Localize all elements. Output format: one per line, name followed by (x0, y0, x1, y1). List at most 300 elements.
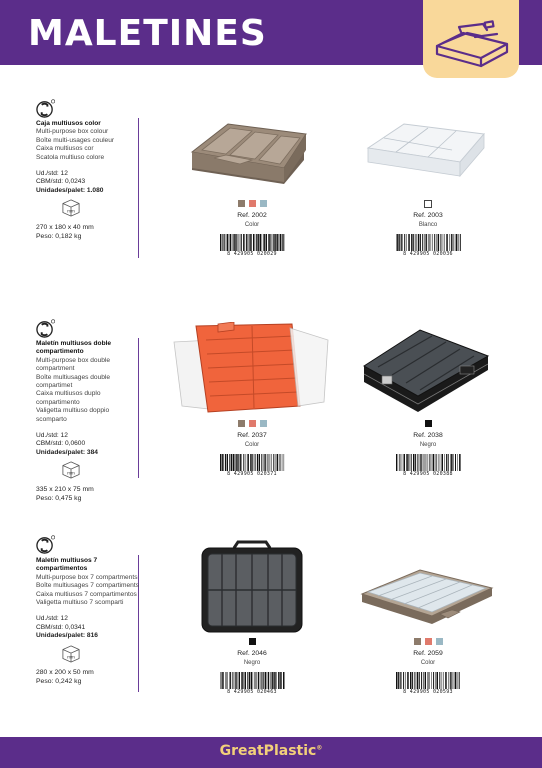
barcode-bar (425, 454, 426, 471)
barcode-bar (421, 672, 422, 689)
barcode-bar (444, 454, 445, 471)
barcode-bar (407, 234, 408, 251)
product-image (172, 112, 332, 192)
toolbox-icon (423, 0, 519, 78)
barcode-bar (255, 454, 256, 471)
barcode-bar (234, 234, 236, 251)
barcode-bar (401, 234, 402, 251)
product-info (36, 340, 141, 503)
barcode-bar (273, 454, 274, 471)
barcode-bar (455, 454, 456, 471)
product-title: Caja multiusos color (36, 120, 101, 127)
swatch-taupe (238, 200, 245, 207)
barcode-bar (416, 234, 417, 251)
barcode-bar (265, 672, 267, 689)
translation-it: Valigetta multiuso doppio scomparto (36, 407, 110, 423)
barcode-bar (264, 454, 265, 471)
barcode-bar (249, 672, 251, 689)
barcode-bar (405, 672, 406, 689)
barcode-bar (227, 454, 228, 471)
barcode-bar (241, 234, 242, 251)
color-swatches (348, 420, 508, 427)
translation-pt: Caixa multiusos 7 compartimentos (36, 590, 137, 598)
barcode-bar (428, 454, 429, 471)
product-ref: Ref. 2003 (413, 212, 443, 219)
barcode-bar (243, 672, 244, 689)
product-color-label: Negro (419, 442, 437, 448)
barcode-bar (439, 672, 440, 689)
category-badge (423, 0, 519, 78)
product-ref: Ref. 2037 (237, 432, 267, 439)
barcode-bar (417, 454, 418, 471)
barcode-bar (457, 672, 458, 689)
barcode-bar (272, 672, 274, 689)
product-card-2046 (172, 540, 332, 702)
cbm-per-standard: CBM/std: 0,0600 (36, 440, 86, 448)
product-image (348, 322, 508, 418)
product-ref: Ref. 2059 (413, 650, 443, 657)
barcode-bar (230, 672, 231, 689)
translation-it: Scatola multiuso colore (36, 153, 105, 161)
page-title: MALETINES (28, 13, 267, 54)
swatch-blue (260, 200, 267, 207)
barcode-bar (432, 454, 433, 471)
barcode-bar (246, 454, 247, 471)
barcode-bar (253, 234, 255, 251)
barcode (219, 234, 285, 251)
product-image (348, 112, 508, 192)
barcode-bar (428, 672, 429, 689)
barcode-bar (396, 454, 397, 471)
barcode-bar (440, 234, 441, 251)
barcode-bar (445, 234, 446, 251)
barcode-bar (440, 454, 441, 471)
barcode-bar (450, 454, 451, 471)
barcode-bar (230, 234, 232, 251)
barcode-bar (254, 672, 255, 689)
barcode-bar (235, 672, 236, 689)
cbm-per-standard: CBM/std: 0,0341 (36, 623, 86, 631)
barcode-bar (269, 454, 270, 471)
barcode-bar (456, 234, 458, 251)
barcode-bar (401, 672, 402, 689)
barcode-bar (266, 234, 268, 251)
barcode-bar (256, 234, 257, 251)
barcode-bar (225, 454, 227, 471)
units-per-standard: Ud./std: 12 (36, 170, 68, 178)
barcode-bar (448, 454, 449, 471)
barcode-bar (274, 672, 276, 689)
product-image (172, 540, 332, 636)
units-per-pallet: Unidades/palet: 1.080 (36, 186, 104, 194)
barcode-bar (407, 672, 409, 689)
barcode-bar (220, 672, 221, 689)
barcode-bar (276, 234, 278, 251)
barcode-bar (420, 234, 421, 251)
barcode-bar (397, 234, 399, 251)
barcode-bar (257, 454, 259, 471)
barcode (219, 672, 285, 689)
barcode-bar (283, 234, 284, 251)
barcode-bar (250, 454, 252, 471)
product-ref: Ref. 2046 (237, 650, 267, 657)
product-color-label: Blanco (418, 222, 438, 228)
barcode-bar (424, 454, 425, 471)
barcode-bar (245, 672, 247, 689)
barcode-bar (445, 672, 447, 689)
green-dot-recycle-icon (36, 535, 55, 554)
barcode-bar (398, 672, 399, 689)
weight: Peso: 0,475 kg (36, 494, 82, 502)
barcode-bar (242, 454, 243, 471)
swatch-coral (425, 638, 432, 645)
barcode-bar (268, 234, 270, 251)
barcode-bar (442, 454, 444, 471)
product-title: Maletín multiusos 7 compartimentos (36, 557, 98, 573)
barcode-bar (261, 454, 262, 471)
barcode-bar (425, 234, 426, 251)
barcode-bar (438, 234, 440, 251)
barcode-number: 8 429905 020029 (227, 251, 277, 257)
barcode-bar (282, 454, 283, 471)
dimensions-cube-icon (62, 461, 80, 479)
barcode-bar (430, 672, 431, 689)
product-info (36, 557, 141, 686)
translation-en: Multi-purpose box 7 compartments (36, 573, 138, 581)
dimensions: 335 x 210 x 75 mm (36, 485, 94, 493)
barcode-number: 8 429905 020593 (403, 689, 453, 695)
barcode-bar (453, 234, 454, 251)
barcode-bar (420, 454, 421, 471)
barcode-bar (415, 454, 416, 471)
barcode-bar (248, 234, 249, 251)
swatch-coral (249, 200, 256, 207)
product-title: Maletín multiusos doble compartimento (36, 340, 112, 356)
barcode-bar (459, 672, 460, 689)
barcode-bar (434, 234, 435, 251)
barcode-bar (226, 672, 227, 689)
swatch-black (425, 420, 432, 427)
barcode-bar (271, 672, 272, 689)
barcode-bar (258, 672, 260, 689)
barcode (395, 454, 461, 471)
barcode-bar (449, 234, 450, 251)
color-swatches (172, 638, 332, 645)
green-dot-recycle-icon (36, 99, 55, 118)
swatch-black (249, 638, 256, 645)
barcode-bar (426, 234, 427, 251)
swatch-coral (249, 420, 256, 427)
barcode-bar (243, 234, 245, 251)
barcode (219, 454, 285, 471)
barcode-bar (442, 672, 443, 689)
swatch-blue (260, 420, 267, 427)
barcode-bar (437, 234, 438, 251)
barcode-bar (265, 454, 266, 471)
barcode-bar (256, 672, 257, 689)
barcode-bar (250, 234, 252, 251)
translation-fr: Boîte multiusages double compartimet (36, 373, 111, 390)
product-color-label: Color (244, 442, 260, 448)
barcode-bar (400, 672, 401, 689)
barcode-bar (448, 672, 449, 689)
weight: Peso: 0,182 kg (36, 232, 82, 240)
barcode-bar (284, 454, 285, 471)
barcode-bar (396, 234, 397, 251)
barcode-bar (412, 672, 413, 689)
barcode-number: 8 429905 020463 (227, 689, 277, 695)
barcode-bar (259, 454, 260, 471)
barcode-bar (280, 672, 282, 689)
barcode-bar (238, 454, 239, 471)
translation-fr: Boîte multi-usages couleur (36, 136, 115, 144)
barcode-bar (396, 672, 398, 689)
barcode-bar (224, 234, 225, 251)
units-per-pallet: Unidades/palet: 384 (36, 448, 98, 456)
swatch-taupe (414, 638, 421, 645)
barcode-bar (220, 454, 222, 471)
barcode-bar (450, 672, 451, 689)
barcode-bar (406, 454, 408, 471)
product-color-label: Negro (243, 660, 261, 666)
barcode-bar (432, 234, 433, 251)
barcode-bar (227, 672, 228, 689)
barcode-bar (229, 454, 230, 471)
barcode-bar (443, 234, 444, 251)
barcode-bar (413, 234, 414, 251)
product-card-2059 (348, 540, 508, 702)
barcode-bar (260, 234, 262, 251)
barcode-bar (231, 454, 233, 471)
product-card-2003 (348, 112, 508, 262)
product-card-2002 (172, 112, 332, 262)
brand-logo (0, 743, 542, 759)
barcode-bar (404, 234, 405, 251)
barcode-bar (222, 454, 224, 471)
barcode-bar (253, 672, 254, 689)
barcode-bar (438, 454, 439, 471)
color-swatches (172, 200, 332, 207)
translation-fr: Boîte multiusages 7 compartiments (36, 582, 139, 590)
barcode-bar (270, 454, 271, 471)
barcode-bar (451, 454, 453, 471)
color-swatches (348, 200, 508, 208)
barcode-bar (443, 672, 444, 689)
barcode-bar (458, 234, 459, 251)
swatch-white (424, 200, 432, 208)
barcode-bar (433, 454, 435, 471)
barcode-bar (451, 672, 452, 689)
barcode-bar (459, 454, 461, 471)
barcode-bar (419, 672, 420, 689)
barcode-bar (422, 234, 423, 251)
color-swatches (348, 638, 508, 645)
barcode-bar (435, 672, 436, 689)
barcode-bar (437, 672, 439, 689)
barcode-bar (252, 454, 253, 471)
barcode-bar (455, 234, 456, 251)
barcode-bar (243, 454, 244, 471)
barcode-bar (276, 672, 277, 689)
registered-mark: ® (316, 744, 323, 752)
barcode-bar (240, 234, 241, 251)
barcode-bar (454, 672, 455, 689)
barcode-bar (257, 234, 259, 251)
barcode-bar (417, 672, 419, 689)
barcode-bar (455, 672, 457, 689)
units-per-standard: Ud./std: 12 (36, 432, 68, 440)
barcode-bar (261, 672, 262, 689)
barcode-bar (249, 234, 250, 251)
barcode-bar (421, 454, 422, 471)
barcode-number: 8 429905 020388 (403, 471, 453, 477)
barcode-bar (427, 672, 428, 689)
barcode-bar (274, 234, 276, 251)
unit-label: mm (67, 470, 75, 476)
barcode-bar (404, 454, 406, 471)
unit-label: mm (67, 654, 75, 660)
translation-pt: Caixa multiusos cor (36, 145, 94, 153)
color-swatches (172, 420, 332, 427)
barcode-bar (277, 454, 279, 471)
barcode-bar (273, 234, 274, 251)
barcode-bar (235, 454, 236, 471)
barcode-bar (236, 454, 238, 471)
barcode-bar (399, 234, 400, 251)
product-color-label: Color (420, 660, 436, 666)
barcode-bar (283, 672, 285, 689)
barcode-bar (411, 454, 412, 471)
barcode-bar (236, 672, 237, 689)
barcode-bar (220, 234, 221, 251)
barcode-bar (430, 234, 431, 251)
barcode-bar (279, 234, 280, 251)
barcode-bar (423, 672, 424, 689)
barcode-bar (280, 454, 281, 471)
dimensions-cube-icon (62, 199, 80, 217)
units-per-pallet: Unidades/palet: 816 (36, 632, 98, 640)
barcode-bar (238, 234, 239, 251)
barcode-bar (451, 234, 452, 251)
barcode-bar (241, 672, 243, 689)
barcode-bar (247, 672, 248, 689)
barcode-bar (398, 454, 399, 471)
product-color-label: Color (244, 222, 260, 228)
barcode-number: 8 429905 020036 (403, 251, 453, 257)
barcode-bar (446, 234, 448, 251)
barcode-bar (232, 672, 233, 689)
translation-en: Multi-purpose box colour (36, 128, 109, 136)
barcode-bar (221, 672, 222, 689)
barcode-bar (426, 454, 427, 471)
barcode-bar (268, 454, 269, 471)
barcode (395, 672, 461, 689)
units-per-standard: Ud./std: 12 (36, 615, 68, 623)
barcode-bar (238, 672, 239, 689)
barcode-bar (223, 234, 224, 251)
barcode-bar (227, 234, 229, 251)
barcode-bar (418, 234, 420, 251)
barcode-bar (268, 672, 270, 689)
barcode-bar (453, 454, 454, 471)
swatch-taupe (238, 420, 245, 427)
barcode-bar (403, 672, 404, 689)
barcode-bar (263, 234, 265, 251)
barcode-bar (229, 234, 230, 251)
barcode (395, 234, 461, 251)
dimensions: 280 x 200 x 50 mm (36, 669, 94, 677)
barcode-bar (446, 454, 447, 471)
barcode-bar (413, 454, 415, 471)
product-ref: Ref. 2002 (237, 212, 267, 219)
barcode-bar (222, 672, 224, 689)
product-card-2037 (172, 322, 332, 482)
product-image (172, 322, 332, 418)
translation-en: Multi-purpose box double compartment (36, 356, 111, 373)
cbm-per-standard: CBM/std: 0,0243 (36, 178, 86, 186)
barcode-bar (276, 454, 277, 471)
barcode-bar (399, 454, 400, 471)
barcode-bar (233, 234, 234, 251)
product-card-2038 (348, 322, 508, 482)
dimensions-cube-icon (62, 645, 80, 663)
barcode-bar (262, 672, 263, 689)
product-ref: Ref. 2038 (413, 432, 443, 439)
barcode-bar (280, 234, 282, 251)
barcode-bar (414, 672, 415, 689)
barcode-bar (262, 234, 263, 251)
product-image (348, 540, 508, 636)
barcode-bar (236, 234, 237, 251)
barcode-bar (402, 454, 403, 471)
barcode-bar (278, 672, 280, 689)
dimensions: 270 x 180 x 40 mm (36, 223, 94, 231)
translation-pt: Caixa multiusos duplo compartimento (36, 390, 101, 406)
barcode-bar (233, 454, 235, 471)
barcode-bar (429, 454, 430, 471)
barcode-bar (408, 454, 409, 471)
barcode-bar (222, 234, 223, 251)
barcode-bar (457, 454, 458, 471)
barcode-bar (229, 672, 230, 689)
barcode-bar (425, 672, 426, 689)
barcode-number: 8 429905 020371 (227, 471, 277, 477)
unit-label: mm (67, 208, 75, 214)
barcode-bar (410, 672, 412, 689)
barcode-bar (431, 672, 432, 689)
barcode-bar (428, 234, 429, 251)
translation-it: Valigetta multiuso 7 scomparti (36, 599, 124, 607)
barcode-bar (246, 234, 247, 251)
barcode-bar (272, 454, 273, 471)
barcode-bar (433, 672, 434, 689)
barcode-bar (225, 672, 226, 689)
barcode-bar (247, 454, 249, 471)
barcode-bar (270, 234, 271, 251)
green-dot-recycle-icon (36, 319, 55, 338)
barcode-bar (408, 234, 410, 251)
page-footer (0, 737, 542, 768)
barcode-bar (282, 234, 283, 251)
brand-name: GreatPlastic (219, 743, 317, 759)
barcode-bar (402, 234, 403, 251)
weight: Peso: 0,242 kg (36, 678, 82, 686)
barcode-bar (240, 454, 241, 471)
barcode-bar (263, 672, 264, 689)
barcode-bar (239, 672, 240, 689)
swatch-blue (436, 638, 443, 645)
barcode-bar (460, 234, 461, 251)
